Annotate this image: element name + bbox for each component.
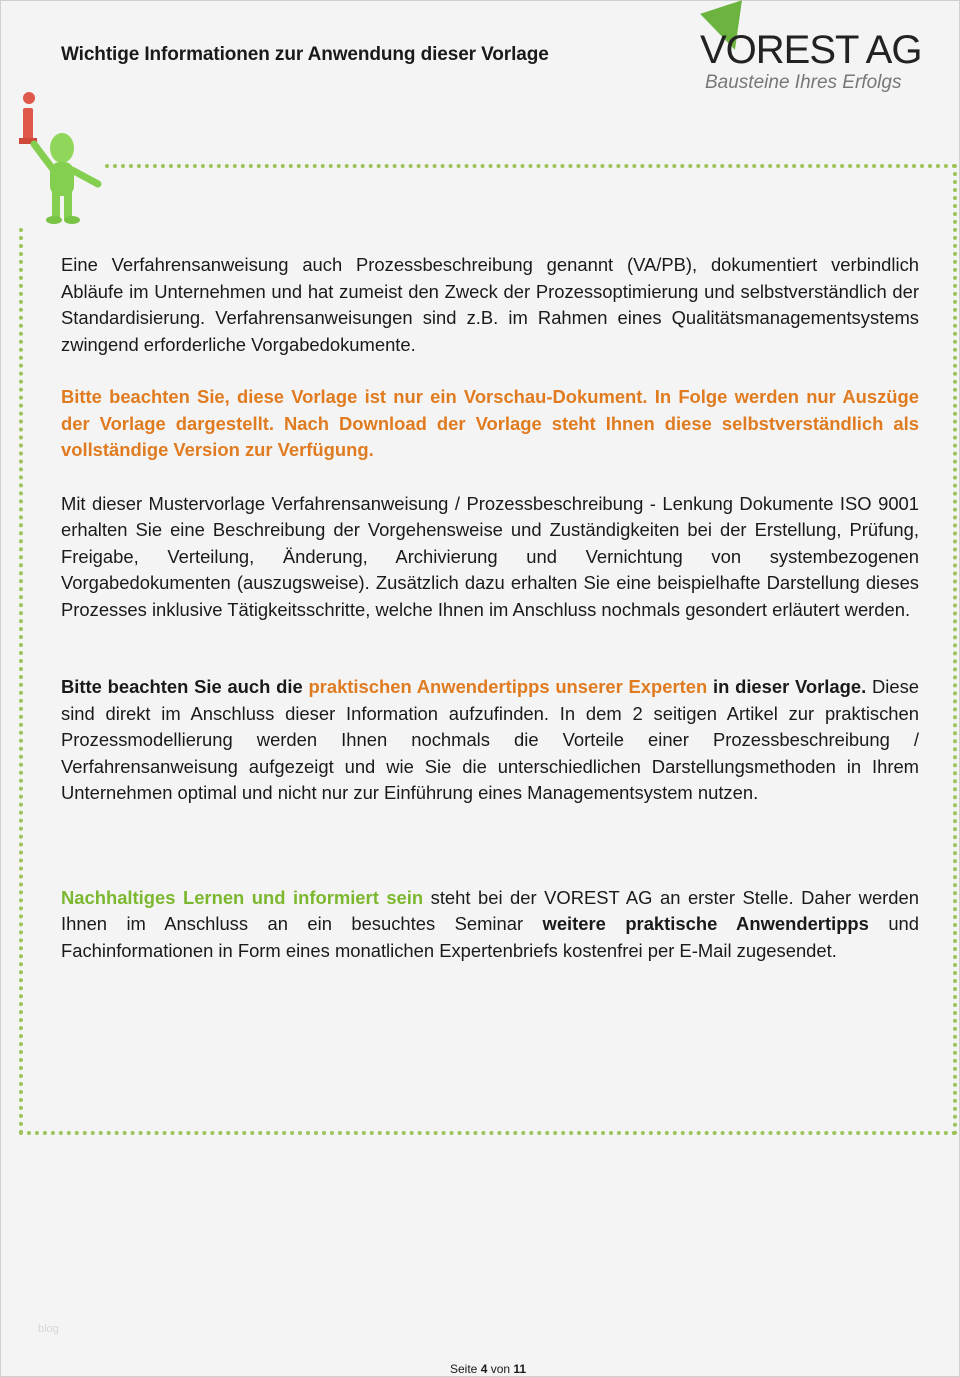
border-bottom [19, 1131, 957, 1135]
text-segment: Nachhaltiges Lernen und informiert sein [61, 886, 424, 908]
page-number [450, 1362, 526, 1376]
current-page: 4 [480, 1362, 488, 1376]
paragraph-learning [61, 885, 919, 965]
border-top [105, 164, 957, 168]
content-body [61, 252, 919, 964]
text-segment: praktischen Anwendertipps unserer Experten [308, 676, 708, 697]
paragraph-preview-notice [61, 384, 919, 464]
border-right [953, 164, 957, 1136]
footer-middle: von [487, 1362, 514, 1376]
text-segment: in dieser Vorlage. [707, 676, 867, 697]
info-figure-icon [14, 88, 106, 226]
text-segment: weitere praktische Anwendertipps [542, 913, 869, 934]
logo-tagline: Bausteine Ihres Erfolgs [705, 72, 902, 93]
text-segment: Eine Verfahrensanweisung auch Prozessbeschreibung genannt (VA/PB), dokumentiert verbindlich Abläufe im Unternehmen und hat zumeist den Zweck der Prozessoptimierung und selbstverständlich der Standardisierung. Verfahrensanweisungen sind z.B. im Rahmen eines Qualitätsmanagementsystems zwingend erforderliche Vorgabedokumente. [61, 254, 919, 355]
paragraph-description [61, 491, 919, 624]
paragraph-expert-tips [61, 674, 919, 807]
text-segment: Mit dieser Mustervorlage Verfahrensanweisung / Prozessbeschreibung - Lenkung Dokumente ISO 9001 erhalten Sie eine Beschreibung der Vorgehensweise und Zuständigkeiten bei der Erstellung, Prüfung, Freigabe, Verteilung, Änderung, Archivierung und Vernichtung von systembezogenen Vorgabedokumenten (auszugsweise). Zusätzlich dazu erhalten Sie eine beispielhafte Darstellung dieses Prozesses inklusive Tätigkeitsschritte, welche Ihnen im Anschluss nochmals gesondert erläutert werden. [61, 492, 919, 620]
page-title: Wichtige Informationen zur Anwendung dieser Vorlage [61, 44, 549, 65]
text-segment: Diese sind direkt im Anschluss dieser Information aufzufinden. In dem 2 seitigen Artikel zur praktischen Prozessmodellierung werden Ihnen nochmals die Vorteile einer Prozessbeschreibung / Verfahrensanweisung aufgezeigt und wie Sie die unterschiedlichen Darstellungsmethoden in Ihrem Unternehmen optimal und nicht nur zur Einführung eines Managementsystem nutzen. [61, 676, 920, 803]
total-pages: 11 [513, 1362, 527, 1376]
text-segment: steht bei der VOREST AG an erster Stelle. Daher werden Ihnen im Anschluss an ein besuchtes Seminar [61, 886, 919, 934]
watermark: blog [38, 1323, 59, 1335]
footer-prefix: Seite [450, 1362, 481, 1376]
paragraph-intro [61, 252, 919, 358]
text-segment: Bitte beachten Sie auch die [61, 676, 309, 697]
text-segment: und Fachinformationen in Form eines monatlichen Expertenbriefs kostenfrei per E-Mail zugesendet. [61, 913, 919, 961]
text-segment: Bitte beachten Sie, diese Vorlage ist nur ein Vorschau-Dokument. In Folge werden nur Auszüge der Vorlage dargestellt. Nach Download der Vorlage steht Ihnen diese selbstverständlich als vollständige Version zur Verfügung. [61, 386, 919, 460]
vorest-logo [698, 4, 938, 94]
border-left [19, 228, 23, 1135]
logo-name: VOREST AG [700, 28, 922, 72]
